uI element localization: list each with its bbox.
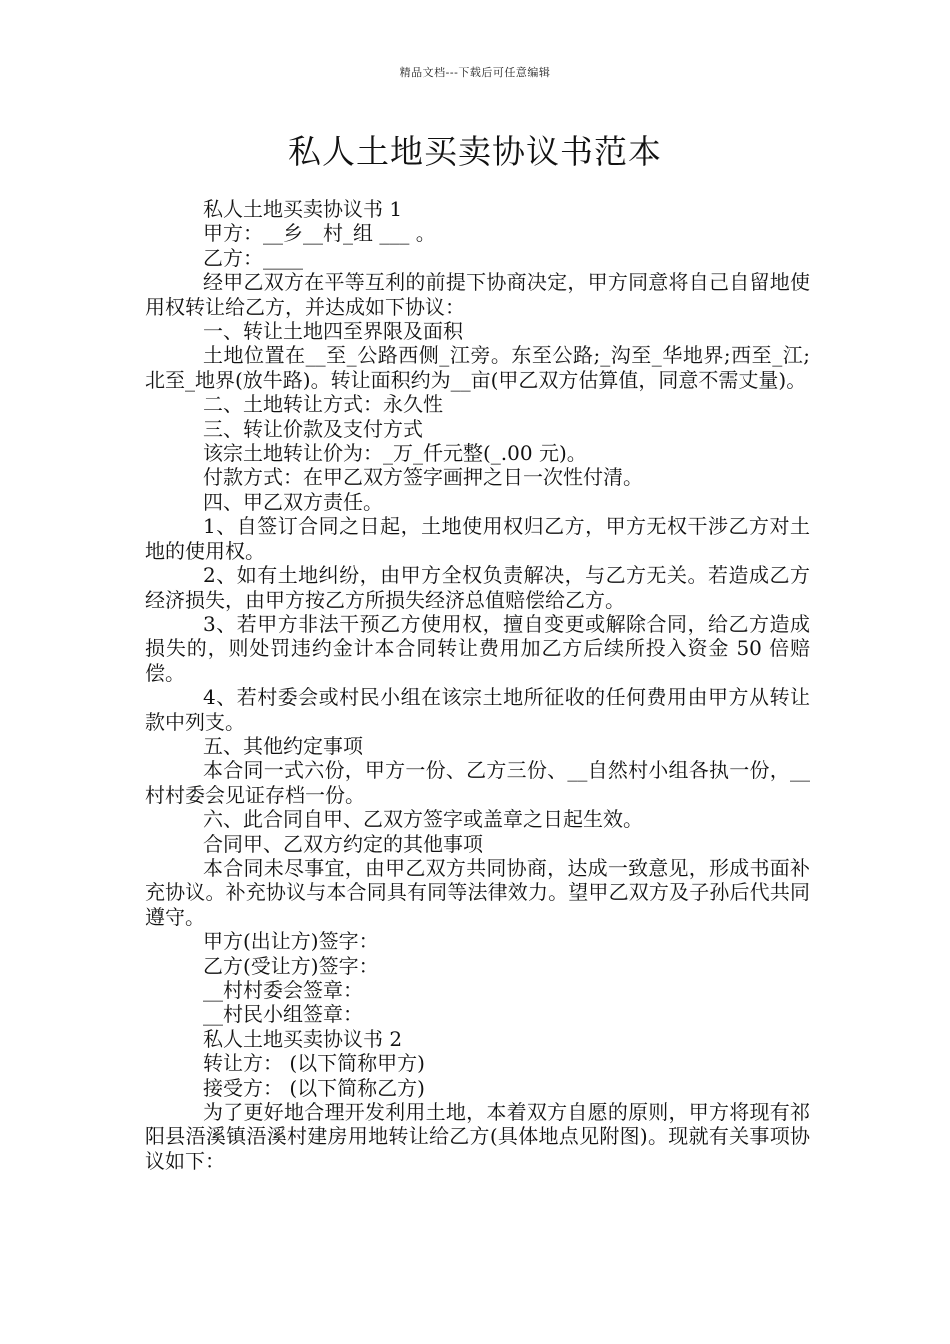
body-paragraph: 接受方： (以下简称乙方) xyxy=(203,1075,425,1100)
body-paragraph: 五、其他约定事项 xyxy=(203,733,363,758)
body-paragraph: 1、自签订合同之日起，土地使用权归乙方，甲方无权干涉乙方对土地的使用权。 xyxy=(145,514,810,563)
body-paragraph: 乙方：____ xyxy=(203,245,303,270)
body-paragraph: 3、若甲方非法干预乙方使用权，擅自变更或解除合同，给乙方造成损失的，则处罚违约金计本合同转让费用加乙方后续所投入资金 50 倍赔偿。 xyxy=(145,611,810,685)
body-paragraph: 甲方：__乡__村_组 ___ 。 xyxy=(203,221,436,246)
body-paragraph: 四、甲乙双方责任。 xyxy=(203,489,383,514)
body-paragraph: 该宗土地转让价为：_万_仟元整(_.00 元)。 xyxy=(203,441,587,466)
body-paragraph: 一、转让土地四至界限及面积 xyxy=(203,319,463,344)
body-paragraph: __村民小组签章： xyxy=(203,1002,363,1027)
body-paragraph: 土地位置在__至_公路西侧_江旁。东至公路;_沟至_华地界;西至_江;北至_地界(放牛路)。转让面积约为__亩(甲乙双方估算值，同意不需丈量)。 xyxy=(145,343,810,392)
body-paragraph: 三、转让价款及支付方式 xyxy=(203,416,423,441)
body-paragraph: 经甲乙双方在平等互利的前提下协商决定，甲方同意将自己自留地使用权转让给乙方，并达成如下协议： xyxy=(145,270,810,319)
body-paragraph: 二、土地转让方式：永久性 xyxy=(203,392,443,417)
body-paragraph: 甲方(出让方)签字： xyxy=(203,929,379,954)
body-paragraph: 4、若村委会或村民小组在该宗土地所征收的任何费用由甲方从转让款中列支。 xyxy=(145,685,810,734)
body-paragraph: 为了更好地合理开发利用土地，本着双方自愿的原则，甲方将现有祁阳县浯溪镇浯溪村建房用地转让给乙方(具体地点见附图)。现就有关事项协议如下： xyxy=(145,1100,810,1173)
body-paragraph: 本合同一式六份，甲方一份、乙方三份、__自然村小组各执一份，__村村委会见证存档一份。 xyxy=(145,758,810,807)
document-body xyxy=(145,197,810,1173)
page-header-note: 精品文档---下载后可任意编辑 xyxy=(399,66,551,79)
body-paragraph: 私人土地买卖协议书 1 xyxy=(203,197,403,221)
body-paragraph: __村村委会签章： xyxy=(203,978,363,1002)
body-paragraph: 本合同未尽事宜，由甲乙双方共同协商，达成一致意见，形成书面补充协议。补充协议与本合同具有同等法律效力。望甲乙双方及子孙后代共同遵守。 xyxy=(145,855,810,929)
body-paragraph: 六、此合同自甲、乙双方签字或盖章之日起生效。 xyxy=(203,807,643,832)
document-title: 私人土地买卖协议书范本 xyxy=(288,132,662,171)
body-paragraph: 私人土地买卖协议书 2 xyxy=(203,1026,403,1051)
body-paragraph: 2、如有土地纠纷，由甲方全权负责解决，与乙方无关。若造成乙方经济损失，由甲方按乙方所损失经济总值赔偿给乙方。 xyxy=(145,563,810,612)
body-paragraph: 转让方： (以下简称甲方) xyxy=(203,1051,425,1076)
body-paragraph: 付款方式：在甲乙双方签字画押之日一次性付清。 xyxy=(203,465,643,490)
body-paragraph: 乙方(受让方)签字： xyxy=(203,953,379,978)
body-paragraph: 合同甲、乙双方约定的其他事项 xyxy=(203,831,483,856)
